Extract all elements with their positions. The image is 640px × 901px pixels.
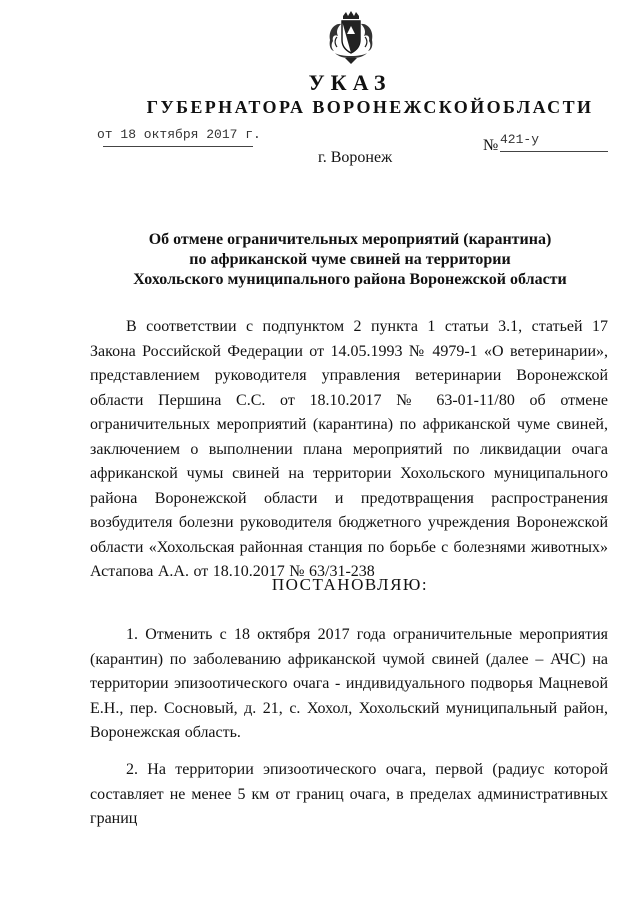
city-name: г. Воронеж — [318, 149, 393, 166]
date-underline — [103, 146, 253, 147]
decree-issuer: ГУБЕРНАТОРА ВОРОНЕЖСКОЙОБЛАСТИ — [146, 97, 594, 117]
item-1-paragraph: 1. Отменить с 18 октября 2017 года ограничительные мероприятия (карантин) по заболеванию африканской чумой свиней (далее – АЧС) на территории эпизоотического очага - индивидуального подворья Мацневой Е.Н., пер. Сосновый, д. 21, с. Хохол, Хохольский муниципальный район, Воронежская область. — [90, 626, 608, 741]
number-label: № — [483, 137, 499, 154]
decree-title: УКАЗ — [308, 70, 392, 95]
preamble-paragraph: В соответствии с подпунктом 2 пункта 1 статьи 3.1, статьей 17 Закона Российской Федерации от 14.05.1993 № 4979-1 «О ветеринарии», представлением руководителя управления ветеринарии Воронежской области Першина С.С. от 18.10.2017 № 63-01-11/80 об отмене ограничительных мероприятий (карантина) по африканской чуме свиней, заключением о выполнении плана мероприятий по ликвидации очага африканской чумы свиней на территории Хохольского муниципального района Воронежской области и предотвращения распространения возбудителя болезни руководителя бюджетного учреждения Воронежской области «Хохольская районная станция по борьбе с болезнями животных» Астапова А.А. от 18.10.2017 № 63/31-238 — [90, 318, 608, 580]
decree-number: 421-у — [500, 132, 540, 147]
heading-line-1: Об отмене ограничительных мероприятий (карантина) — [148, 231, 552, 248]
coat-of-arms-icon — [325, 10, 377, 66]
resolve-heading: ПОСТАНОВЛЯЮ: — [271, 575, 429, 594]
document-heading — [100, 230, 600, 290]
item-2-paragraph: 2. На территории эпизоотического очага, первой (радиус которой составляет не менее 5 км от границ очага, в пределах административных границ — [90, 761, 608, 827]
heading-line-2: по африканской чуме свиней на территории — [189, 251, 511, 268]
number-underline — [500, 151, 608, 152]
heading-line-3: Хохольского муниципального района Воронежской области — [133, 271, 567, 288]
decree-date: от 18 октября 2017 г. — [97, 127, 261, 142]
